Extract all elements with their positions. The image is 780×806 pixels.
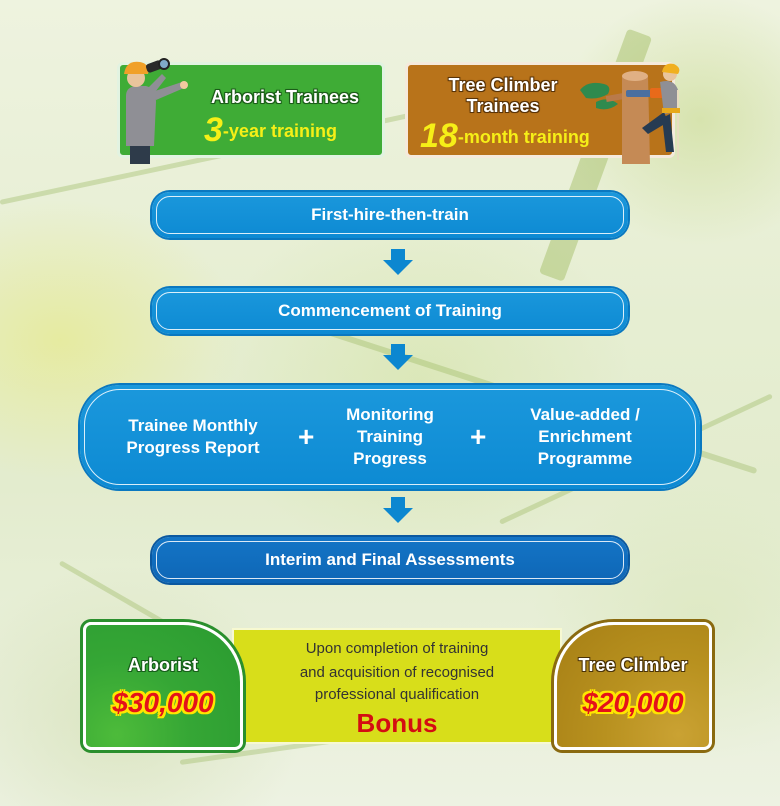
flow-step-interim-and-final-assessments <box>152 537 628 583</box>
arborist-bonus-title: Arborist <box>127 655 198 675</box>
tree-climber-duration-number: 18 <box>420 117 458 155</box>
flow-step-label: First-hire-then-train <box>311 205 469 224</box>
trainee-monthly-progress-report <box>98 385 288 489</box>
arborist-duration <box>204 111 337 150</box>
plus-icon: + <box>470 421 487 452</box>
arrow-down-icon <box>383 497 413 525</box>
tree-climber-with-chainsaw-icon <box>578 60 688 164</box>
arborist-trainees-title: Arborist Trainees <box>210 87 360 107</box>
tree-climber-bonus-amount: $20,000 <box>582 687 684 718</box>
bonus-description-line3: professional qualification <box>314 686 480 703</box>
flow-step-label: Interim and Final Assessments <box>265 550 515 569</box>
col2-line3: Progress <box>353 449 427 468</box>
col3-line1: Value-added / <box>530 405 640 424</box>
col1-line1: Trainee Monthly <box>128 416 258 435</box>
tree-climber-title-line2: Trainees <box>466 96 540 116</box>
tree-climber-trainees-title <box>428 75 578 117</box>
tree-climber-bonus-title: Tree Climber <box>578 655 688 675</box>
bonus-label: Bonus <box>356 708 438 738</box>
tree-climber-duration <box>420 117 590 156</box>
arrow-down-icon <box>383 249 413 277</box>
bonus-description-panel <box>232 628 562 744</box>
col1-line2: Progress Report <box>126 438 260 457</box>
col3-line2: Enrichment <box>538 427 632 446</box>
arborist-duration-number: 3 <box>204 111 223 149</box>
tree-climber-duration-unit: -month training <box>457 127 590 147</box>
col3-line3: Programme <box>537 449 633 468</box>
flow-step-training-activities <box>80 385 700 489</box>
arborist-bonus-card <box>83 622 243 750</box>
flow-step-label: Commencement of Training <box>278 301 502 320</box>
col2-line1: Monitoring <box>346 405 434 424</box>
arborist-bonus-amount: $30,000 <box>112 687 214 718</box>
bonus-description-line1: Upon completion of training <box>305 640 489 657</box>
arborist-duration-unit: -year training <box>222 121 337 141</box>
flow-step-commencement-of-training <box>152 288 628 334</box>
arrow-down-icon <box>383 344 413 372</box>
col2-line2: Training <box>356 427 424 446</box>
flow-step-first-hire-then-train <box>152 192 628 238</box>
plus-icon: + <box>298 421 315 452</box>
arborist-with-binoculars-icon <box>112 56 192 164</box>
tree-climber-bonus-card <box>554 622 712 750</box>
monitoring-training-progress <box>320 385 460 489</box>
value-added-enrichment-programme <box>495 385 675 489</box>
bonus-description-line2: and acquisition of recognised <box>299 664 495 681</box>
tree-climber-title-line1: Tree Climber <box>448 75 558 95</box>
